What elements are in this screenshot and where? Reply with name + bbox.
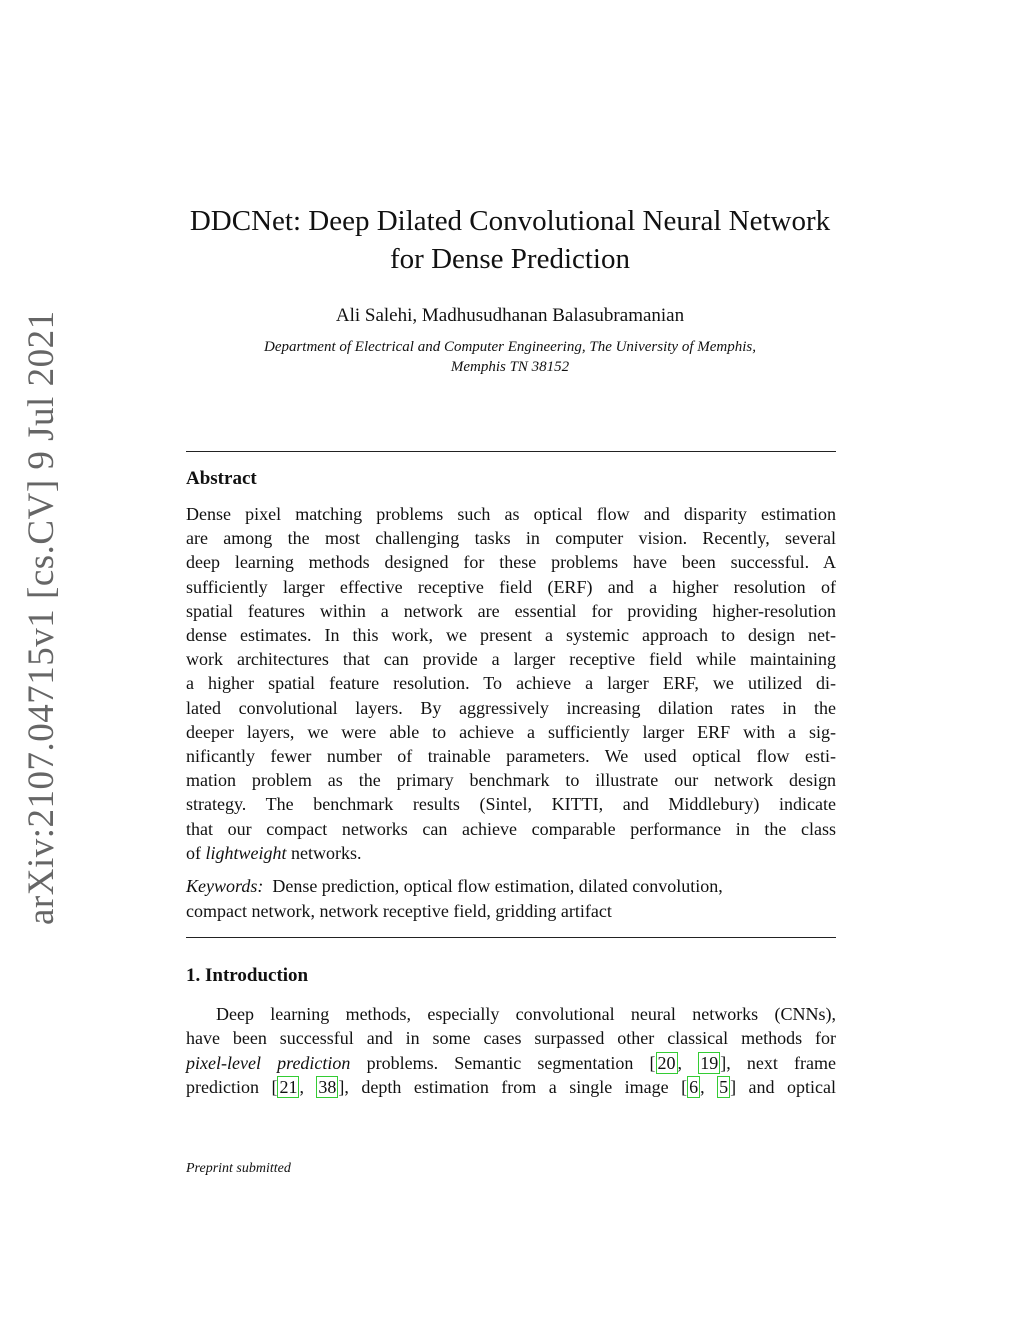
intro-emphasis-pixel-level: pixel-level prediction: [186, 1052, 351, 1073]
abstract-line: are among the most challenging tasks in computer vision. Recently, several: [186, 528, 836, 549]
abstract-last-line: [186, 841, 836, 865]
abstract-line: work architectures that can provide a larger receptive field while maintaining: [186, 649, 836, 670]
paper-title: [160, 202, 860, 278]
citation-link[interactable]: 5: [719, 1076, 729, 1097]
abstract-emphasis-lightweight: lightweight: [205, 842, 287, 863]
intro-line-3: pixel-level prediction problems. Semantic segmentation [ 20 , 19 ], next frame: [186, 1052, 837, 1073]
abstract-line: lated convolutional layers. By aggressively increasing dilation rates in the: [186, 697, 836, 718]
arxiv-identifier-stamp: arXiv:2107.04715v1 [cs.CV] 9 Jul 2021: [21, 310, 62, 925]
abstract-bottom-rule: [186, 937, 836, 938]
affiliation: [160, 337, 860, 377]
keywords-line-1: [186, 874, 836, 899]
abstract-line: a higher spatial feature resolution. To achieve a larger ERF, we utilized di-: [186, 673, 836, 694]
keywords-label: Keywords:: [186, 876, 264, 896]
citation-link[interactable]: 19: [700, 1052, 719, 1073]
author-list: Ali Salehi, Madhusudhanan Balasubramanian: [335, 305, 685, 326]
abstract-line: nificantly fewer number of trainable parameters. We used optical flow esti-: [186, 746, 836, 767]
abstract-line: that our compact networks can achieve comparable performance in the class: [186, 818, 836, 839]
keywords-block: [186, 874, 836, 923]
abstract-line: Dense pixel matching problems such as optical flow and disparity estimation: [186, 504, 836, 524]
citation-link[interactable]: 21: [279, 1076, 298, 1097]
abstract-body: [186, 502, 836, 865]
preprint-footer: Preprint submitted: [186, 1161, 291, 1176]
abstract-line: strategy. The benchmark results (Sintel, KITTI, and Middlebury) indicate: [186, 794, 836, 815]
citation-link[interactable]: 20: [657, 1052, 676, 1073]
abstract-line: deep learning methods designed for these problems have been successful. A: [186, 552, 836, 573]
intro-line-3-suffix: , next frame: [726, 1052, 837, 1073]
intro-line-1: Deep learning methods, especially convolutional neural networks (CNNs),: [216, 1004, 836, 1024]
abstract-line: sufficiently larger effective receptive field (ERF) and a higher resolution of: [186, 576, 836, 597]
intro-line-4: prediction [ 21 , 38 ], depth estimation from a single image [ 6 , 5 ] and optical: [186, 1076, 836, 1097]
abstract-line: spatial features within a network are essential for providing higher-resolution: [186, 600, 836, 621]
abstract-last-prefix: of: [186, 842, 206, 863]
intro-line-4-prefix: prediction: [186, 1076, 272, 1097]
keywords-text-1: Dense prediction, optical flow estimation, dilated convolution,: [272, 876, 723, 896]
abstract-top-rule: [186, 451, 836, 452]
abstract-last-suffix: networks.: [286, 842, 362, 863]
intro-line-4-mid: , depth estimation from a single image: [344, 1076, 682, 1097]
abstract-line: mation problem as the primary benchmark to illustrate our network design: [186, 770, 836, 791]
intro-line-4-suffix: and optical: [736, 1076, 836, 1097]
affiliation-line-1: Department of Electrical and Computer Engineering, The University of Memphis,: [263, 339, 756, 355]
intro-line-3-text: problems. Semantic segmentation: [350, 1052, 650, 1073]
paper-title-line-1: DDCNet: Deep Dilated Convolutional Neural Network: [189, 205, 831, 237]
affiliation-line-2: Memphis TN 38152: [450, 359, 570, 375]
abstract-heading: Abstract: [186, 468, 257, 489]
intro-line-2: have been successful and in some cases surpassed other classical methods for: [186, 1028, 836, 1049]
citation-link[interactable]: 6: [689, 1076, 699, 1097]
paper-title-line-2: for Dense Prediction: [390, 243, 630, 275]
abstract-line: dense estimates. In this work, we present a systemic approach to design net-: [186, 625, 836, 646]
keywords-line-2: compact network, network receptive field, gridding artifact: [186, 900, 612, 921]
introduction-heading: 1. Introduction: [186, 965, 309, 986]
abstract-line: deeper layers, we were able to achieve a sufficiently larger ERF with a sig-: [186, 721, 836, 742]
introduction-body: [186, 1002, 836, 1099]
citation-link[interactable]: 38: [318, 1076, 337, 1097]
